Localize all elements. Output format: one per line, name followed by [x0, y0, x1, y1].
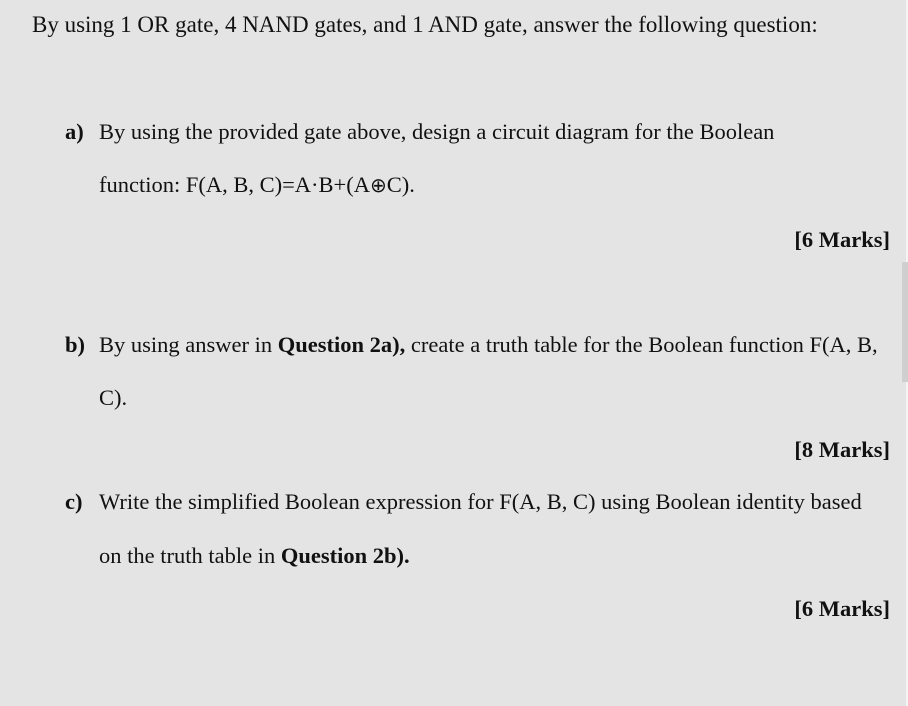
question-a-letter: a)	[65, 119, 84, 144]
question-b-reference: Question 2a),	[277, 332, 406, 357]
question-c-line2	[99, 540, 410, 572]
question-b-line1-suffix: create a truth table for the Boolean function F(A, B,	[405, 332, 878, 357]
question-c-marks: [6 Marks]	[794, 596, 890, 621]
question-a-marks: [6 Marks]	[794, 227, 890, 252]
question-intro: By using 1 OR gate, 4 NAND gates, and 1 AND gate, answer the following question:	[32, 12, 818, 37]
question-a-line2	[99, 169, 415, 201]
question-c-letter: c)	[65, 489, 83, 514]
question-b-letter: b)	[65, 332, 86, 357]
question-c-line1: Write the simplified Boolean expression for F(A, B, C) using Boolean identity based	[99, 489, 862, 514]
question-c-line2-prefix: on the truth table in	[99, 543, 281, 568]
page-edge-shadow	[902, 262, 908, 382]
xor-symbol: ⊕	[370, 173, 387, 197]
question-a-function-prefix: function: F(A, B, C)=A·B+(A	[99, 172, 370, 197]
question-c-reference: Question 2b).	[280, 543, 410, 568]
question-b-line1-prefix: By using answer in	[99, 332, 278, 357]
question-b-marks: [8 Marks]	[794, 437, 890, 462]
question-b-line1	[99, 329, 878, 361]
question-b-line2: C).	[99, 385, 128, 410]
question-a-line1: By using the provided gate above, design a circuit diagram for the Boolean	[99, 119, 775, 144]
question-a-function-suffix: C).	[386, 172, 415, 197]
